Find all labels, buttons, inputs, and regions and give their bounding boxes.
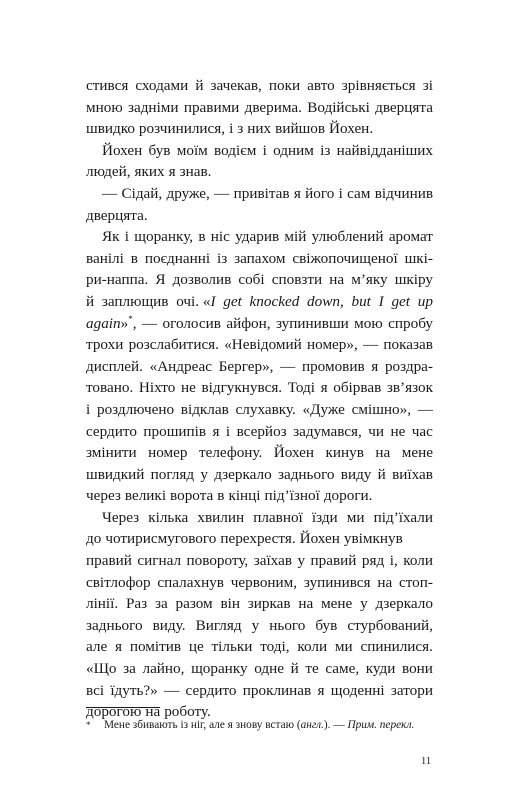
text-line: швидкий погляд у дзеркало заднього виду й виїхав bbox=[86, 465, 433, 483]
text-line: ванілі в поєднанні із запахом свіжопочищеної шкі- bbox=[86, 249, 433, 267]
text-line: дверцята. bbox=[86, 206, 148, 224]
footnote bbox=[86, 718, 446, 732]
text-line: дорогою на роботу. bbox=[86, 703, 211, 721]
text-line: сердито прошипів я і всерйоз задумався, чи не час bbox=[86, 422, 433, 440]
text-line: again»*, — оголосив айфон, зупинивши мою спробу bbox=[86, 313, 433, 332]
text-line: трохи розслабитися. «Невідомий номер», — показав bbox=[86, 336, 433, 354]
text-line: дисплей. «Андреас Бергер», — промовив я роздра- bbox=[86, 357, 433, 375]
body-text bbox=[86, 75, 433, 723]
text-line: але я помітив це тільки тоді, коли ми спинилися. bbox=[86, 638, 433, 656]
text-line: всі їдуть?» — сердито проклинав я щоденні затори bbox=[86, 681, 433, 699]
text-line: Як і щоранку, в ніс ударив мій улюблений аромат bbox=[102, 228, 433, 246]
text-line: змінити номер телефону. Йохен кинув на мене bbox=[86, 444, 433, 462]
text-line: до чотирисмугового перехрестя. Йохен увімкнув bbox=[86, 530, 403, 548]
footnote-text: Мене збивають із ніг, але я знову встаю ( bbox=[104, 719, 301, 731]
text-line: правий сигнал повороту, заїхав у правий ряд і, коли bbox=[86, 552, 433, 570]
text-line: через великі ворота в кінці під’їзної дороги. bbox=[86, 487, 373, 505]
footnote-translator-note: Прим. перекл. bbox=[347, 719, 415, 731]
text-line: швидко розчинилися, і з них вийшов Йохен. bbox=[86, 120, 374, 138]
text-line: заднього виду. Вигляд у нього був стурбований, bbox=[86, 616, 433, 634]
footnote-mark: * bbox=[86, 720, 91, 730]
text-line: «Що за лайно, щоранку одне й те саме, куди вони bbox=[86, 660, 433, 678]
text-line: — Сідай, друже, — привітав я його і сам відчинив bbox=[102, 184, 433, 202]
text-line: світлофор спалахнув червоним, зупинився на стоп- bbox=[86, 573, 433, 591]
text-line: й заплющив очі. «I get knocked down, but I get up bbox=[86, 292, 433, 310]
text-line: людей, яких я знав. bbox=[86, 163, 212, 181]
text-line: ри-наппа. Я дозволив собі сповзти на м’яку шкіру bbox=[86, 271, 433, 289]
text-line: мною задніми правими дверима. Водійські дверцята bbox=[86, 98, 433, 116]
text-line: Йохен був моїм водієм і одним із найвідданіших bbox=[102, 141, 433, 159]
footnote-divider bbox=[86, 707, 160, 708]
text-line: Через кілька хвилин плавної їзди ми під’їхали bbox=[102, 508, 433, 526]
page-number: 11 bbox=[421, 756, 432, 767]
text-line: і роздлючено відклав слухавку. «Дуже смішно», — bbox=[86, 400, 433, 418]
footnote-mid: ). — bbox=[323, 719, 348, 731]
text-line: стився сходами й зачекав, поки авто зрівняється зі bbox=[86, 77, 433, 94]
text-line: товано. Ніхто не відгукнувся. Тоді я обірвав зв’язок bbox=[86, 379, 433, 397]
text-line: лінії. Раз за разом він зиркав на мене у дзеркало bbox=[86, 595, 433, 613]
footnote-lang: англ. bbox=[300, 719, 324, 731]
